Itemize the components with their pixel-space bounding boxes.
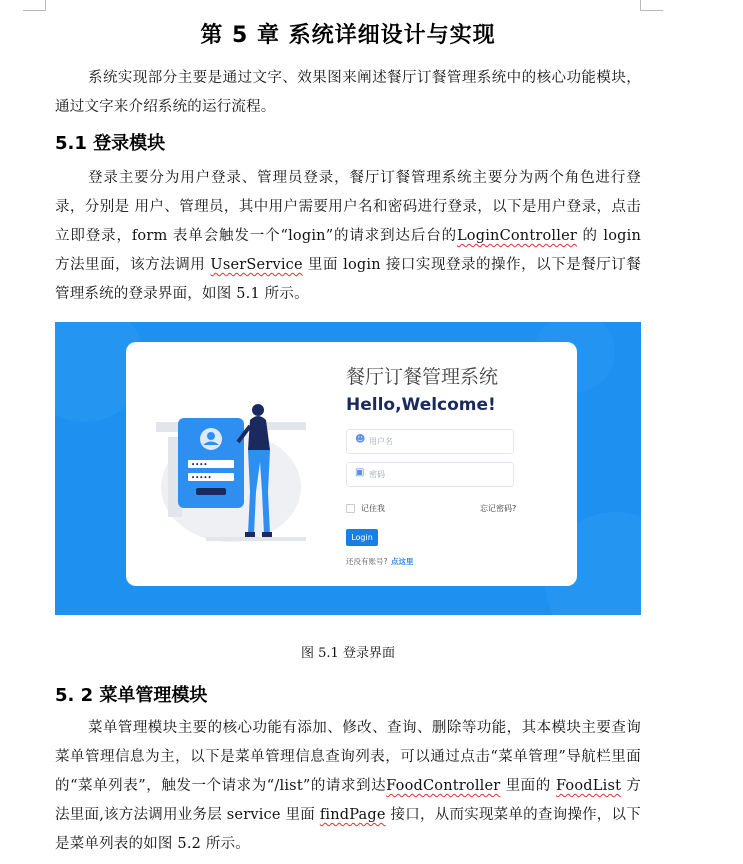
forgot-password-link[interactable]: 忘记密码?: [480, 504, 517, 513]
menu-section-paragraph: 菜单管理模块主要的核心功能有添加、修改、查询、删除等功能，其本模块主要查询菜单管理信息为主，以下是菜单管理信息查询列表，可以通过点击“菜单管理”导航栏里面的“菜单列表”，触发一个请求为“/list”的请求到达FoodController 里面的 FoodList 方法里面,该方法调用业务层 service 里面 findPage 接口，从而实现菜单的查询操作，以下是菜单列表的如图 5.2 所示。: [55, 720, 641, 852]
password-input[interactable]: [346, 462, 514, 487]
app-title: 餐厅订餐管理系统: [346, 366, 499, 388]
page-corner-mark-left: [23, 0, 46, 11]
username-input[interactable]: [346, 429, 514, 454]
section-heading-login: 5.1 登录模块: [55, 133, 166, 154]
user-icon: ☻: [355, 434, 366, 445]
section-heading-menu: 5. 2 菜单管理模块: [55, 685, 208, 706]
page-corner-mark-right: [640, 0, 663, 11]
figure-caption: 图 5.1 登录界面: [301, 646, 395, 661]
no-account-text: 还没有账号?: [346, 557, 388, 566]
login-section-paragraph: 登录主要分为用户登录、管理员登录，餐厅订餐管理系统主要分为两个角色进行登录，分别是 用户、管理员，其中用户需要用户名和密码进行登录，以下是用户登录，点击立即登录，form 表单会触发一个“login”的请求到达后台的LoginController 的 login 方法里面，该方法调用 UserService 里面 login 接口实现登录的操作，以下是餐厅订餐管理系统的登录界面，如图 5.1 所示。: [55, 170, 642, 302]
remember-label: 记住我: [361, 504, 385, 513]
login-card: [126, 342, 577, 586]
username-placeholder: 用户名: [369, 437, 393, 446]
login-illustration: [146, 382, 346, 582]
register-link[interactable]: 点这里: [391, 557, 414, 566]
login-screenshot-figure: [55, 322, 641, 615]
remember-checkbox[interactable]: [346, 504, 355, 513]
password-placeholder: 密码: [369, 470, 385, 479]
intro-paragraph: 系统实现部分主要是通过文字、效果图来阐述餐厅订餐管理系统中的核心功能模块，通过文字来介绍系统的运行流程。: [55, 70, 641, 115]
welcome-heading: Hello,Welcome!: [346, 395, 496, 415]
login-button[interactable]: Login: [346, 529, 378, 546]
lock-icon: ▣: [355, 467, 365, 478]
chapter-title: 第 5 章 系统详细设计与实现: [200, 23, 496, 48]
svg-text:•••••: •••••: [191, 474, 212, 482]
svg-text:••••: ••••: [191, 461, 208, 469]
